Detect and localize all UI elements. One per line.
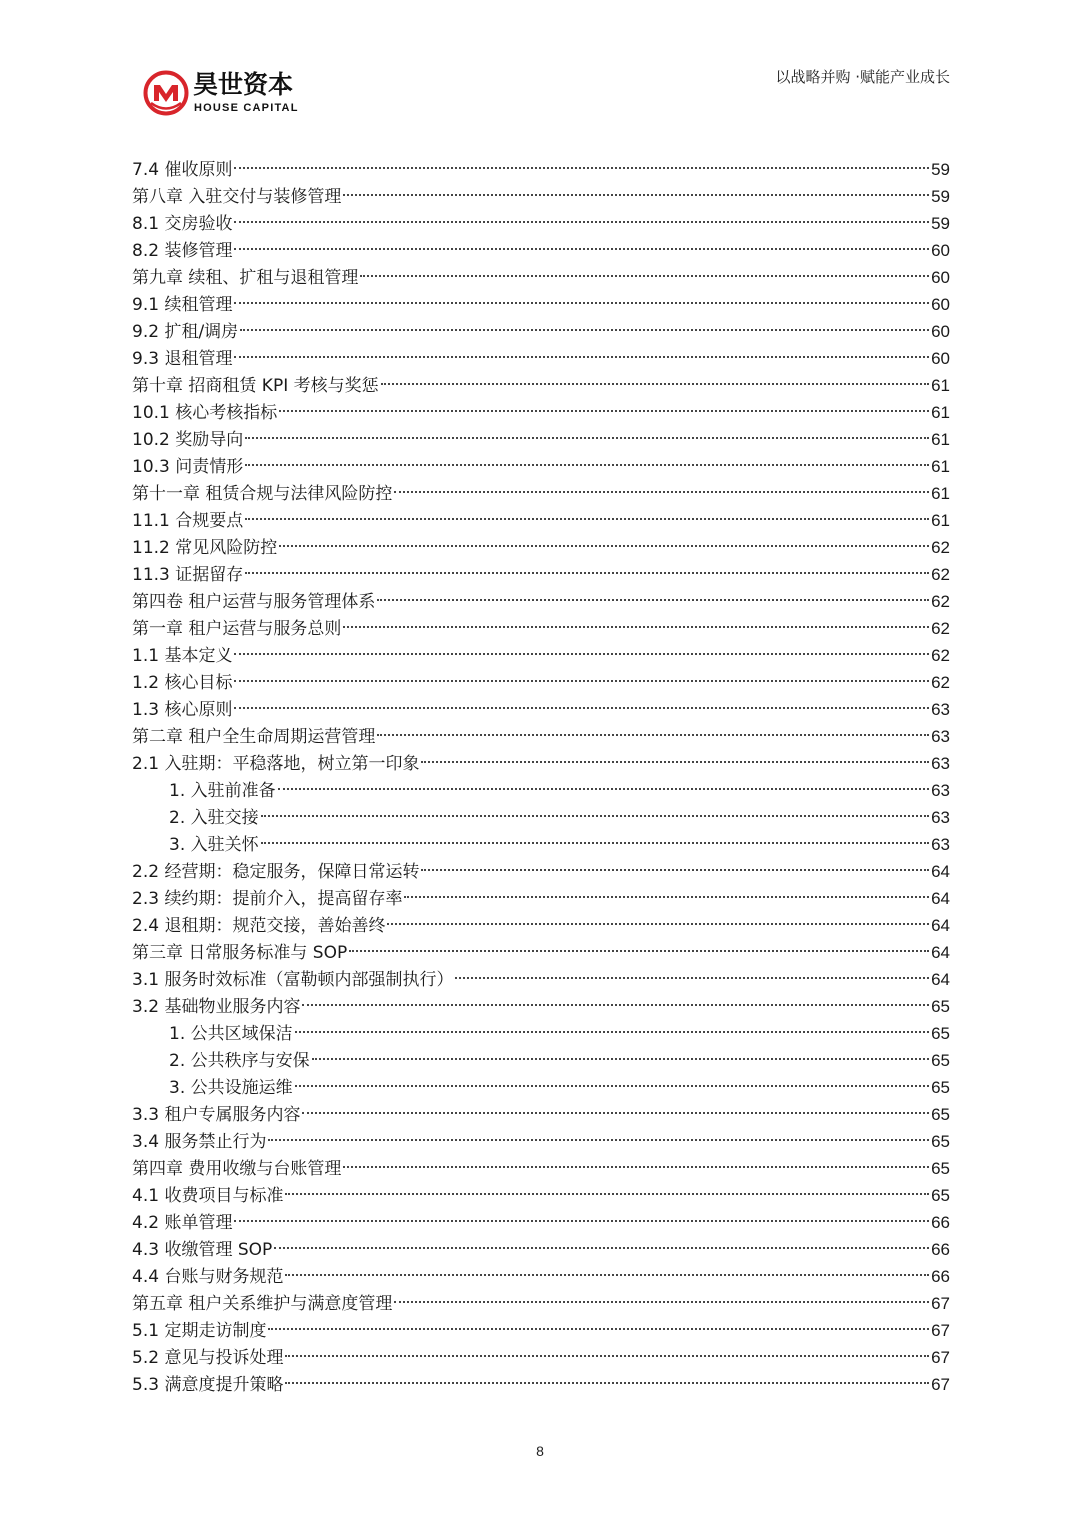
toc-entry-page: 61 (931, 457, 950, 476)
toc-entry[interactable] (132, 310, 950, 342)
toc-dot-leader (245, 418, 931, 445)
toc-dot-leader (387, 904, 931, 931)
logo-english-name: HOUSE CAPITAL (194, 102, 299, 114)
toc-entry-title: 4.3 收缴管理 SOP (132, 1240, 273, 1260)
toc-entry-page: 65 (931, 1024, 950, 1043)
toc-entry[interactable] (132, 1201, 950, 1233)
toc-entry-title: 2.4 退租期：规范交接，善始善终 (132, 916, 386, 936)
toc-entry-page: 61 (931, 484, 950, 503)
toc-entry[interactable] (132, 337, 950, 369)
toc-dot-leader (394, 472, 931, 499)
toc-entry-title: 第四卷 租户运营与服务管理体系 (132, 592, 376, 612)
toc-dot-leader (234, 634, 931, 661)
toc-entry-title: 11.1 合规要点 (132, 511, 244, 531)
toc-dot-leader (274, 1228, 931, 1255)
table-of-contents (132, 148, 950, 1395)
toc-entry-title: 11.3 证据留存 (132, 565, 244, 585)
toc-entry[interactable] (132, 175, 950, 207)
company-logo (143, 70, 313, 120)
toc-dot-leader (234, 229, 931, 256)
toc-dot-leader (343, 175, 931, 202)
toc-entry-page: 60 (931, 241, 950, 260)
toc-entry-page: 63 (931, 700, 950, 719)
toc-entry-title: 4.1 收费项目与标准 (132, 1186, 284, 1206)
toc-dot-leader (245, 445, 931, 472)
toc-entry-page: 63 (931, 808, 950, 827)
toc-dot-leader (377, 580, 931, 607)
toc-entry-title: 3. 公共设施运维 (169, 1078, 293, 1098)
toc-entry-title: 第九章 续租、扩租与退租管理 (132, 268, 359, 288)
toc-entry-title: 10.3 问责情形 (132, 457, 244, 477)
toc-dot-leader (455, 958, 931, 985)
toc-dot-leader (295, 1012, 931, 1039)
toc-entry[interactable] (132, 283, 950, 315)
toc-entry-title: 3.4 服务禁止行为 (132, 1132, 267, 1152)
toc-entry-title: 第五章 租户关系维护与满意度管理 (132, 1294, 393, 1314)
toc-entry[interactable] (132, 526, 950, 558)
toc-dot-leader (234, 1201, 931, 1228)
toc-dot-leader (394, 1282, 931, 1309)
toc-entry[interactable] (132, 580, 950, 612)
toc-dot-leader (349, 931, 931, 958)
toc-entry[interactable] (132, 715, 950, 747)
toc-entry-title: 2.1 入驻期：平稳落地，树立第一印象 (132, 754, 420, 774)
toc-dot-leader (278, 769, 931, 796)
toc-entry-page: 64 (931, 889, 950, 908)
toc-entry[interactable] (132, 472, 950, 504)
toc-dot-leader (240, 310, 931, 337)
toc-entry[interactable] (132, 256, 950, 288)
toc-entry-page: 62 (931, 646, 950, 665)
toc-entry[interactable] (132, 661, 950, 693)
toc-dot-leader (421, 850, 931, 877)
toc-entry-page: 64 (931, 862, 950, 881)
toc-dot-leader (360, 256, 931, 283)
toc-entry-title: 3.2 基础物业服务内容 (132, 997, 301, 1017)
toc-entry-title: 第一章 租户运营与服务总则 (132, 619, 342, 639)
toc-dot-leader (285, 1363, 931, 1390)
toc-dot-leader (234, 283, 931, 310)
toc-entry-page: 59 (931, 214, 950, 233)
toc-dot-leader (377, 715, 931, 742)
toc-entry-title: 第十章 招商租赁 KPI 考核与奖惩 (132, 376, 379, 396)
toc-entry-page: 63 (931, 781, 950, 800)
page-number: 8 (536, 1443, 544, 1459)
toc-entry-page: 62 (931, 619, 950, 638)
toc-entry-title: 第十一章 租赁合规与法律风险防控 (132, 484, 393, 504)
toc-dot-leader (234, 337, 931, 364)
toc-entry-title: 第二章 租户全生命周期运营管理 (132, 727, 376, 747)
toc-entry-title: 3. 入驻关怀 (169, 835, 259, 855)
toc-dot-leader (343, 607, 931, 634)
toc-entry-page: 61 (931, 511, 950, 530)
toc-entry-page: 60 (931, 268, 950, 287)
toc-entry-title: 9.1 续租管理 (132, 295, 233, 315)
toc-dot-leader (234, 148, 931, 175)
toc-entry[interactable] (132, 148, 950, 180)
toc-entry[interactable] (132, 445, 950, 477)
toc-dot-leader (234, 202, 931, 229)
toc-entry-title: 8.2 装修管理 (132, 241, 233, 261)
toc-entry-title: 第八章 入驻交付与装修管理 (132, 187, 342, 207)
toc-entry[interactable] (132, 688, 950, 720)
toc-dot-leader (279, 391, 931, 418)
toc-entry[interactable] (132, 1228, 950, 1260)
toc-entry-title: 3.1 服务时效标准（富勒顿内部强制执行） (132, 970, 454, 990)
toc-dot-leader (312, 1039, 931, 1066)
toc-entry-page: 61 (931, 376, 950, 395)
toc-dot-leader (245, 553, 931, 580)
toc-entry-page: 62 (931, 673, 950, 692)
toc-entry-page: 64 (931, 970, 950, 989)
toc-dot-leader (279, 526, 931, 553)
toc-entry-title: 7.4 催收原则 (132, 160, 233, 180)
toc-dot-leader (343, 1147, 931, 1174)
toc-dot-leader (234, 688, 931, 715)
toc-entry-page: 66 (931, 1267, 950, 1286)
toc-entry-page: 66 (931, 1213, 950, 1232)
toc-entry-title: 1.1 基本定义 (132, 646, 233, 666)
toc-entry-page: 67 (931, 1294, 950, 1313)
toc-entry-page: 62 (931, 592, 950, 611)
logo-chinese-name: 昊世资本 (193, 70, 294, 99)
toc-dot-leader (268, 1120, 931, 1147)
toc-dot-leader (404, 877, 931, 904)
toc-dot-leader (245, 499, 931, 526)
toc-entry-page: 60 (931, 322, 950, 341)
toc-entry-page: 63 (931, 727, 950, 746)
toc-dot-leader (302, 1093, 931, 1120)
toc-dot-leader (381, 364, 931, 391)
toc-entry-title: 9.3 退租管理 (132, 349, 233, 369)
toc-entry-page: 62 (931, 538, 950, 557)
page-header (0, 0, 1080, 140)
toc-entry-page: 65 (931, 1051, 950, 1070)
toc-entry-title: 5.3 满意度提升策略 (132, 1375, 284, 1395)
toc-entry[interactable] (132, 229, 950, 261)
toc-entry-title: 8.1 交房验收 (132, 214, 233, 234)
toc-entry-page: 67 (931, 1348, 950, 1367)
toc-dot-leader (261, 796, 931, 823)
toc-entry-page: 60 (931, 295, 950, 314)
toc-entry-page: 59 (931, 160, 950, 179)
toc-entry[interactable] (132, 418, 950, 450)
toc-entry-page: 66 (931, 1240, 950, 1259)
toc-dot-leader (234, 661, 931, 688)
toc-dot-leader (268, 1309, 931, 1336)
toc-entry-page: 65 (931, 1105, 950, 1124)
toc-entry-page: 67 (931, 1321, 950, 1340)
toc-entry-title: 9.2 扩租/调房 (132, 322, 239, 342)
toc-entry-page: 65 (931, 1132, 950, 1151)
toc-dot-leader (285, 1174, 931, 1201)
toc-entry[interactable] (132, 499, 950, 531)
toc-entry-title: 10.1 核心考核指标 (132, 403, 278, 423)
toc-entry-title: 5.2 意见与投诉处理 (132, 1348, 284, 1368)
toc-entry-page: 62 (931, 565, 950, 584)
house-capital-logo-icon (143, 70, 189, 116)
toc-entry-title: 3.3 租户专属服务内容 (132, 1105, 301, 1125)
toc-entry-page: 64 (931, 943, 950, 962)
toc-entry-title: 11.2 常见风险防控 (132, 538, 278, 558)
toc-entry-title: 4.2 账单管理 (132, 1213, 233, 1233)
toc-entry-page: 67 (931, 1375, 950, 1394)
toc-entry-page: 63 (931, 754, 950, 773)
toc-entry-page: 65 (931, 997, 950, 1016)
toc-entry[interactable] (132, 634, 950, 666)
toc-entry-page: 65 (931, 1159, 950, 1178)
toc-entry-page: 65 (931, 1186, 950, 1205)
toc-entry-title: 1.2 核心目标 (132, 673, 233, 693)
toc-entry-page: 63 (931, 835, 950, 854)
toc-entry[interactable] (132, 364, 950, 396)
toc-entry-title: 1. 入驻前准备 (169, 781, 276, 801)
toc-entry-title: 1. 公共区域保洁 (169, 1024, 293, 1044)
toc-dot-leader (302, 985, 931, 1012)
toc-dot-leader (285, 1336, 931, 1363)
header-slogan: 以战略并购 ·赋能产业成长 (775, 68, 950, 86)
toc-entry-title: 第四章 费用收缴与台账管理 (132, 1159, 342, 1179)
toc-entry-title: 2. 公共秩序与安保 (169, 1051, 310, 1071)
toc-entry-page: 61 (931, 430, 950, 449)
toc-entry-title: 5.1 定期走访制度 (132, 1321, 267, 1341)
toc-entry-title: 10.2 奖励导向 (132, 430, 244, 450)
toc-entry-title: 2.3 续约期：提前介入，提高留存率 (132, 889, 403, 909)
toc-entry-title: 4.4 台账与财务规范 (132, 1267, 284, 1287)
toc-entry-page: 61 (931, 403, 950, 422)
toc-entry-title: 2.2 经营期：稳定服务，保障日常运转 (132, 862, 420, 882)
toc-entry-title: 1.3 核心原则 (132, 700, 233, 720)
toc-dot-leader (421, 742, 931, 769)
toc-entry-title: 2. 入驻交接 (169, 808, 259, 828)
toc-entry-page: 60 (931, 349, 950, 368)
toc-entry[interactable] (132, 202, 950, 234)
toc-dot-leader (295, 1066, 931, 1093)
toc-entry-title: 第三章 日常服务标准与 SOP (132, 943, 348, 963)
toc-entry-page: 59 (931, 187, 950, 206)
toc-entry-page: 64 (931, 916, 950, 935)
toc-entry-page: 65 (931, 1078, 950, 1097)
toc-dot-leader (285, 1255, 931, 1282)
toc-dot-leader (261, 823, 931, 850)
toc-entry[interactable] (132, 553, 950, 585)
